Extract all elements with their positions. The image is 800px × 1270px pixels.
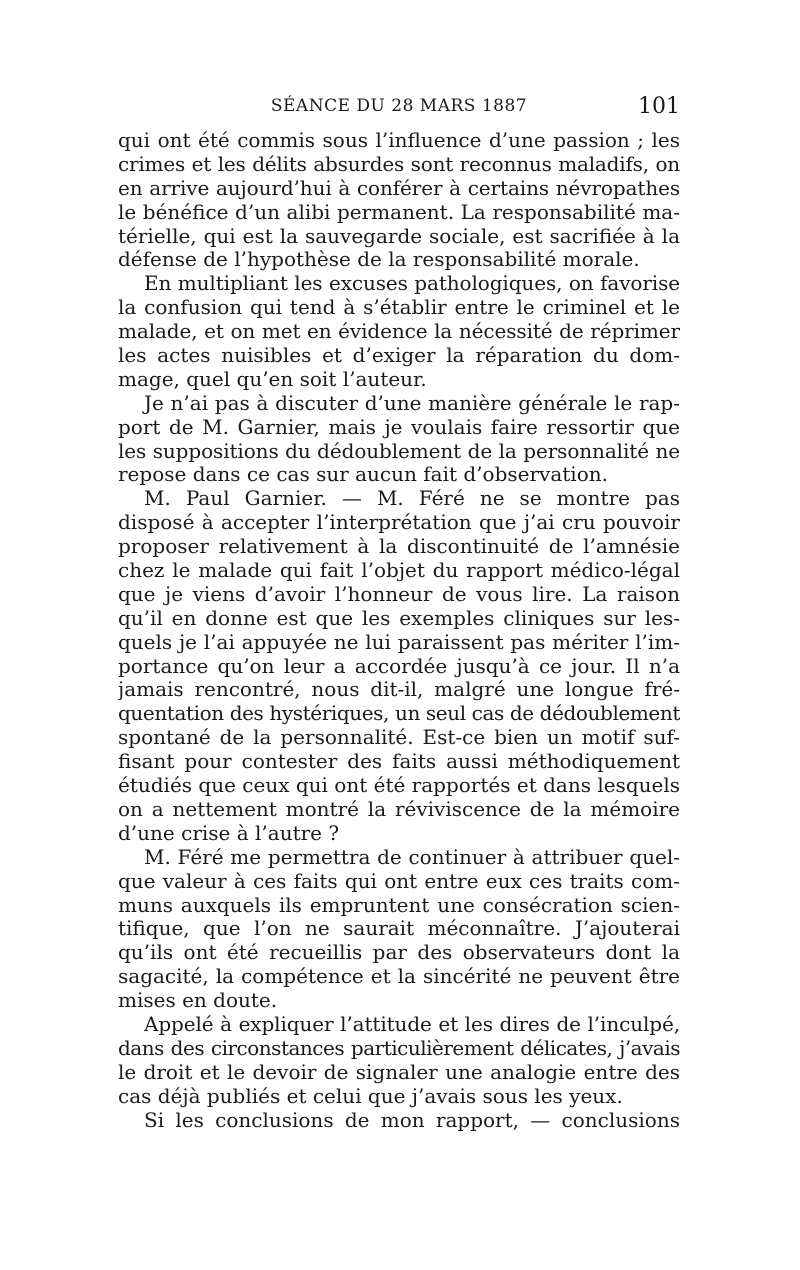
- text-line: En multipliant les excuses pathologiques, on favorise: [144, 272, 680, 296]
- text-line: les suppositions du dédoublement de la personnalité ne: [118, 439, 680, 463]
- text-line: M. Féré me permettra de continuer à attribuer quel-: [144, 845, 680, 869]
- text-line: défense de l’hypothèse de la responsabilité morale.: [118, 248, 640, 272]
- speaker-line: M. Paul Garnier. — M. Féré ne se montre pas: [144, 487, 680, 511]
- text-line: spontané de la personnalité. Est-ce bien un motif suf-: [118, 726, 680, 750]
- running-title: SÉANCE DU 28 MARS 1887: [270, 96, 528, 116]
- text-line: disposé à accepter l’interprétation que j’ai cru pouvoir: [118, 511, 680, 535]
- text-line: d’une crise à l’autre ?: [118, 821, 340, 845]
- text-line: fisant pour contester des faits aussi méthodiquement: [118, 750, 680, 774]
- text-line: repose dans ce cas sur aucun fait d’observation.: [118, 463, 608, 487]
- running-head: [118, 94, 680, 122]
- text-line: que valeur à ces faits qui ont entre eux ces traits com-: [118, 869, 680, 893]
- text-line: cas déjà publiés et celui que j’avais sous les yeux.: [118, 1084, 623, 1108]
- text-line: mises en doute.: [118, 989, 278, 1013]
- text-line: quentation des hystériques, un seul cas de dédoublement: [118, 702, 680, 726]
- text-line: quels je l’ai appuyée ne lui paraissent pas mériter l’im-: [118, 630, 680, 654]
- text-line: qui ont été commis sous l’influence d’une passion ; les: [118, 129, 680, 152]
- text-line: chez le malade qui fait l’objet du rapport médico-légal: [118, 559, 680, 583]
- text-line: tifique, que l’on ne saurait méconnaître. J’ajouterai: [118, 917, 680, 941]
- text-line: proposer relativement à la discontinuité de l’amnésie: [118, 535, 680, 559]
- text-line: crimes et les délits absurdes sont reconnus maladifs, on: [118, 152, 680, 176]
- text-line: la confusion qui tend à s’établir entre le criminel et le: [118, 296, 680, 320]
- text-line: qu’ils ont été recueillis par des observateurs dont la: [118, 941, 680, 965]
- text-line: Appelé à expliquer l’attitude et les dires de l’inculpé,: [144, 1012, 680, 1036]
- text-line: le bénéfice d’un alibi permanent. La responsabilité ma-: [118, 200, 680, 224]
- text-line: on a nettement montré la réviviscence de la mémoire: [118, 797, 680, 821]
- text-line: sagacité, la compétence et la sincérité ne peuvent être: [118, 965, 680, 989]
- text-line: Je n’ai pas à discuter d’une manière générale le rap-: [144, 391, 680, 415]
- text-line: muns auxquels ils empruntent une consécration scien-: [118, 893, 680, 917]
- text-line: mage, quel qu’en soit l’auteur.: [118, 367, 427, 391]
- text-line: port de M. Garnier, mais je voulais faire ressortir que: [118, 415, 680, 439]
- text-line: jamais rencontré, nous dit-il, malgré une longue fré-: [118, 678, 680, 702]
- text-line: portance qu’on leur a accordée jusqu’à ce jour. Il n’a: [118, 654, 680, 678]
- text-line: qu’il en donne est que les exemples cliniques sur les-: [118, 606, 680, 630]
- text-line: les actes nuisibles et d’exiger la réparation du dom-: [118, 344, 680, 368]
- text-line: que je viens d’avoir l’honneur de vous lire. La raison: [118, 582, 680, 606]
- text-line: le droit et le devoir de signaler une analogie entre des: [118, 1060, 680, 1084]
- text-line: malade, et on met en évidence la nécessité de réprimer: [118, 320, 680, 344]
- text-line: étudiés que ceux qui ont été rapportés et dans lesquels: [118, 774, 680, 798]
- text-line: térielle, qui est la sauvegarde sociale, est sacrifiée à la: [118, 224, 680, 248]
- page-number: 101: [638, 94, 680, 119]
- body-text: [118, 129, 680, 1132]
- text-line: Si les conclusions de mon rapport, — conclusions: [144, 1108, 680, 1132]
- text-line: dans des circonstances particulièrement délicates, j’avais: [118, 1036, 680, 1060]
- text-line: en arrive aujourd’hui à conférer à certains névropathes: [118, 176, 680, 200]
